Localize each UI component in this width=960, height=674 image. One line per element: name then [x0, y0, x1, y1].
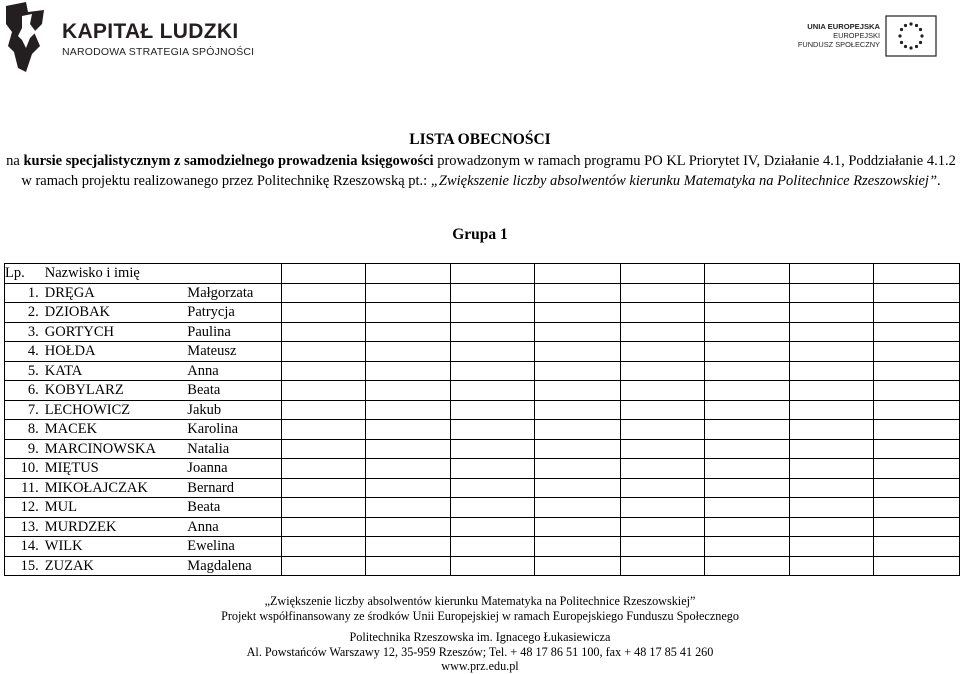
signature-cell	[704, 517, 790, 537]
signature-cell	[451, 478, 535, 498]
row-lp: 1.	[5, 283, 45, 303]
signature-cell	[281, 439, 365, 459]
signature-cell	[620, 342, 704, 362]
signature-cell	[451, 400, 535, 420]
signature-cell	[535, 498, 621, 518]
attendance-table-body	[5, 264, 960, 576]
signature-cell	[365, 439, 451, 459]
signature-cell	[874, 498, 960, 518]
signature-cell	[365, 400, 451, 420]
document-intro	[6, 151, 956, 191]
signature-cell	[704, 478, 790, 498]
eu-logo-text	[795, 22, 880, 49]
row-lp: 3.	[5, 322, 45, 342]
row-surname: WILK	[45, 537, 188, 557]
eu-flag-icon	[885, 15, 937, 57]
signature-cell	[281, 459, 365, 479]
intro-suffix: .	[937, 173, 941, 189]
row-first-name: Paulina	[187, 322, 281, 342]
row-first-name: Joanna	[187, 459, 281, 479]
row-lp: 15.	[5, 556, 45, 576]
kapital-ludzki-title: KAPITAŁ LUDZKI	[62, 20, 239, 43]
eu-logo	[795, 14, 943, 58]
signature-cell	[704, 342, 790, 362]
signature-cell	[790, 537, 874, 557]
signature-cell	[874, 322, 960, 342]
row-surname: MIKOŁAJCZAK	[45, 478, 188, 498]
signature-cell	[365, 556, 451, 576]
signature-cell	[790, 303, 874, 323]
signature-cell	[620, 537, 704, 557]
signature-cell	[365, 459, 451, 479]
signature-cell	[620, 322, 704, 342]
row-lp: 2.	[5, 303, 45, 323]
signature-cell	[874, 400, 960, 420]
signature-cell	[535, 556, 621, 576]
eu-logo-line1: UNIA EUROPEJSKA	[807, 22, 880, 31]
signature-cell	[704, 420, 790, 440]
signature-cell	[874, 381, 960, 401]
signature-cell	[790, 381, 874, 401]
row-surname: MARCINOWSKA	[45, 439, 188, 459]
row-surname: DRĘGA	[45, 283, 188, 303]
signature-cell	[704, 361, 790, 381]
intro-middle: prowadzonym w ramach programu PO KL Priorytet IV, Działanie 4.1, Poddziałanie 4.1.2 w ramach projektu realizowanego przez Politechnikę Rzeszowską pt.:	[21, 153, 956, 189]
signature-cell	[535, 420, 621, 440]
signature-cell	[281, 303, 365, 323]
intro-project-name: „Zwiększenie liczby absolwentów kierunku Matematyka na Politechnice Rzeszowskiej”	[430, 173, 938, 189]
row-surname: DZIOBAK	[45, 303, 188, 323]
table-row	[5, 322, 960, 342]
signature-cell	[620, 498, 704, 518]
row-surname: ZUZAK	[45, 556, 188, 576]
row-first-name: Mateusz	[187, 342, 281, 362]
row-lp: 8.	[5, 420, 45, 440]
signature-cell	[281, 517, 365, 537]
header-name: Nazwisko i imię	[45, 264, 282, 284]
eu-logo-line2: EUROPEJSKI	[833, 31, 880, 40]
signature-cell	[874, 478, 960, 498]
signature-cell	[704, 556, 790, 576]
signature-cell	[451, 342, 535, 362]
signature-cell	[874, 459, 960, 479]
signature-cell	[790, 361, 874, 381]
signature-cell	[535, 264, 621, 284]
row-first-name: Małgorzata	[187, 283, 281, 303]
signature-cell	[790, 420, 874, 440]
signature-cell	[704, 459, 790, 479]
signature-cell	[620, 381, 704, 401]
signature-cell	[620, 400, 704, 420]
signature-cell	[790, 478, 874, 498]
signature-cell	[365, 303, 451, 323]
row-surname: MUL	[45, 498, 188, 518]
row-first-name: Anna	[187, 517, 281, 537]
signature-cell	[874, 342, 960, 362]
footer-project-name: „Zwiększenie liczby absolwentów kierunku Matematyka na Politechnice Rzeszowskiej”	[264, 594, 696, 608]
signature-cell	[874, 439, 960, 459]
row-lp: 12.	[5, 498, 45, 518]
kapital-ludzki-subtitle: NARODOWA STRATEGIA SPÓJNOŚCI	[62, 46, 255, 58]
table-row	[5, 381, 960, 401]
signature-cell	[365, 361, 451, 381]
signature-cell	[620, 478, 704, 498]
row-lp: 4.	[5, 342, 45, 362]
signature-cell	[535, 439, 621, 459]
signature-cell	[451, 556, 535, 576]
row-first-name: Beata	[187, 381, 281, 401]
signature-cell	[365, 537, 451, 557]
signature-cell	[535, 361, 621, 381]
signature-cell	[620, 264, 704, 284]
signature-cell	[704, 264, 790, 284]
table-row	[5, 283, 960, 303]
signature-cell	[620, 556, 704, 576]
row-surname: MIĘTUS	[45, 459, 188, 479]
signature-cell	[535, 478, 621, 498]
row-first-name: Anna	[187, 361, 281, 381]
row-lp: 13.	[5, 517, 45, 537]
signature-cell	[535, 303, 621, 323]
table-row	[5, 303, 960, 323]
row-lp: 7.	[5, 400, 45, 420]
table-row	[5, 556, 960, 576]
signature-cell	[451, 381, 535, 401]
signature-cell	[281, 283, 365, 303]
signature-cell	[874, 283, 960, 303]
signature-cell	[874, 537, 960, 557]
signature-cell	[451, 459, 535, 479]
kapital-ludzki-emblem-icon	[4, 2, 48, 74]
signature-cell	[704, 498, 790, 518]
signature-cell	[620, 361, 704, 381]
signature-cell	[874, 361, 960, 381]
signature-cell	[451, 420, 535, 440]
table-row	[5, 342, 960, 362]
signature-cell	[620, 420, 704, 440]
signature-cell	[281, 322, 365, 342]
signature-cell	[790, 439, 874, 459]
signature-cell	[535, 517, 621, 537]
signature-cell	[451, 439, 535, 459]
table-row	[5, 400, 960, 420]
signature-cell	[281, 342, 365, 362]
signature-cell	[451, 322, 535, 342]
signature-cell	[790, 400, 874, 420]
signature-cell	[704, 537, 790, 557]
table-header-row	[5, 264, 960, 284]
footer-funding-note: Projekt współfinansowany ze środków Unii Europejskiej w ramach Europejskiego Funduszu Społecznego	[221, 609, 739, 623]
signature-cell	[874, 303, 960, 323]
signature-cell	[620, 303, 704, 323]
row-first-name: Bernard	[187, 478, 281, 498]
signature-cell	[790, 517, 874, 537]
signature-cell	[704, 322, 790, 342]
signature-cell	[790, 498, 874, 518]
signature-cell	[365, 283, 451, 303]
table-row	[5, 459, 960, 479]
signature-cell	[620, 459, 704, 479]
signature-cell	[620, 517, 704, 537]
footer-address: Al. Powstańców Warszawy 12, 35-959 Rzeszów; Tel. + 48 17 86 51 100, fax + 48 17 85 41 260	[246, 645, 714, 659]
signature-cell	[281, 537, 365, 557]
signature-cell	[790, 556, 874, 576]
signature-cell	[874, 517, 960, 537]
footer-institution: Politechnika Rzeszowska im. Ignacego Łukasiewicza	[349, 630, 611, 644]
signature-cell	[365, 420, 451, 440]
signature-cell	[451, 283, 535, 303]
signature-cell	[281, 478, 365, 498]
footer-website: www.prz.edu.pl	[441, 659, 519, 673]
signature-cell	[790, 459, 874, 479]
row-lp: 9.	[5, 439, 45, 459]
row-surname: MACEK	[45, 420, 188, 440]
signature-cell	[281, 556, 365, 576]
row-first-name: Beata	[187, 498, 281, 518]
table-row	[5, 498, 960, 518]
signature-cell	[874, 420, 960, 440]
row-first-name: Karolina	[187, 420, 281, 440]
table-row	[5, 420, 960, 440]
group-label: Grupa 1	[452, 226, 508, 243]
eu-logo-line3: FUNDUSZ SPOŁECZNY	[797, 40, 880, 49]
signature-cell	[535, 537, 621, 557]
row-surname: KOBYLARZ	[45, 381, 188, 401]
row-lp: 10.	[5, 459, 45, 479]
signature-cell	[874, 556, 960, 576]
row-first-name: Ewelina	[187, 537, 281, 557]
intro-prefix: na	[6, 153, 24, 169]
row-surname: LECHOWICZ	[45, 400, 188, 420]
row-first-name: Natalia	[187, 439, 281, 459]
kapital-ludzki-logo	[4, 2, 255, 74]
signature-cell	[451, 517, 535, 537]
signature-cell	[790, 283, 874, 303]
signature-cell	[535, 342, 621, 362]
signature-cell	[365, 264, 451, 284]
signature-cell	[704, 381, 790, 401]
signature-cell	[535, 459, 621, 479]
table-row	[5, 439, 960, 459]
signature-cell	[365, 478, 451, 498]
header-lp: Lp.	[5, 264, 45, 284]
signature-cell	[451, 537, 535, 557]
signature-cell	[365, 498, 451, 518]
signature-cell	[451, 361, 535, 381]
signature-cell	[535, 400, 621, 420]
signature-cell	[365, 381, 451, 401]
table-row	[5, 517, 960, 537]
signature-cell	[365, 322, 451, 342]
row-surname: GORTYCH	[45, 322, 188, 342]
signature-cell	[704, 400, 790, 420]
intro-course-name: kursie specjalistycznym z samodzielnego prowadzenia księgowości	[23, 153, 434, 169]
signature-cell	[790, 264, 874, 284]
signature-cell	[281, 420, 365, 440]
signature-cell	[451, 498, 535, 518]
signature-cell	[704, 303, 790, 323]
table-row	[5, 478, 960, 498]
signature-cell	[281, 264, 365, 284]
signature-cell	[790, 342, 874, 362]
row-surname: HOŁDA	[45, 342, 188, 362]
row-lp: 5.	[5, 361, 45, 381]
row-surname: KATA	[45, 361, 188, 381]
row-first-name: Patrycja	[187, 303, 281, 323]
signature-cell	[281, 361, 365, 381]
row-first-name: Jakub	[187, 400, 281, 420]
row-first-name: Magdalena	[187, 556, 281, 576]
signature-cell	[620, 283, 704, 303]
signature-cell	[790, 322, 874, 342]
row-surname: MURDZEK	[45, 517, 188, 537]
signature-cell	[535, 381, 621, 401]
signature-cell	[874, 264, 960, 284]
signature-cell	[365, 517, 451, 537]
signature-cell	[535, 283, 621, 303]
signature-cell	[365, 342, 451, 362]
signature-cell	[535, 322, 621, 342]
signature-cell	[451, 264, 535, 284]
signature-cell	[281, 381, 365, 401]
signature-cell	[451, 303, 535, 323]
attendance-table	[4, 263, 960, 576]
table-row	[5, 361, 960, 381]
signature-cell	[620, 439, 704, 459]
document-title: LISTA OBECNOŚCI	[409, 131, 551, 148]
signature-cell	[704, 283, 790, 303]
table-row	[5, 537, 960, 557]
signature-cell	[704, 439, 790, 459]
row-lp: 11.	[5, 478, 45, 498]
signature-cell	[281, 498, 365, 518]
signature-cell	[281, 400, 365, 420]
row-lp: 14.	[5, 537, 45, 557]
row-lp: 6.	[5, 381, 45, 401]
